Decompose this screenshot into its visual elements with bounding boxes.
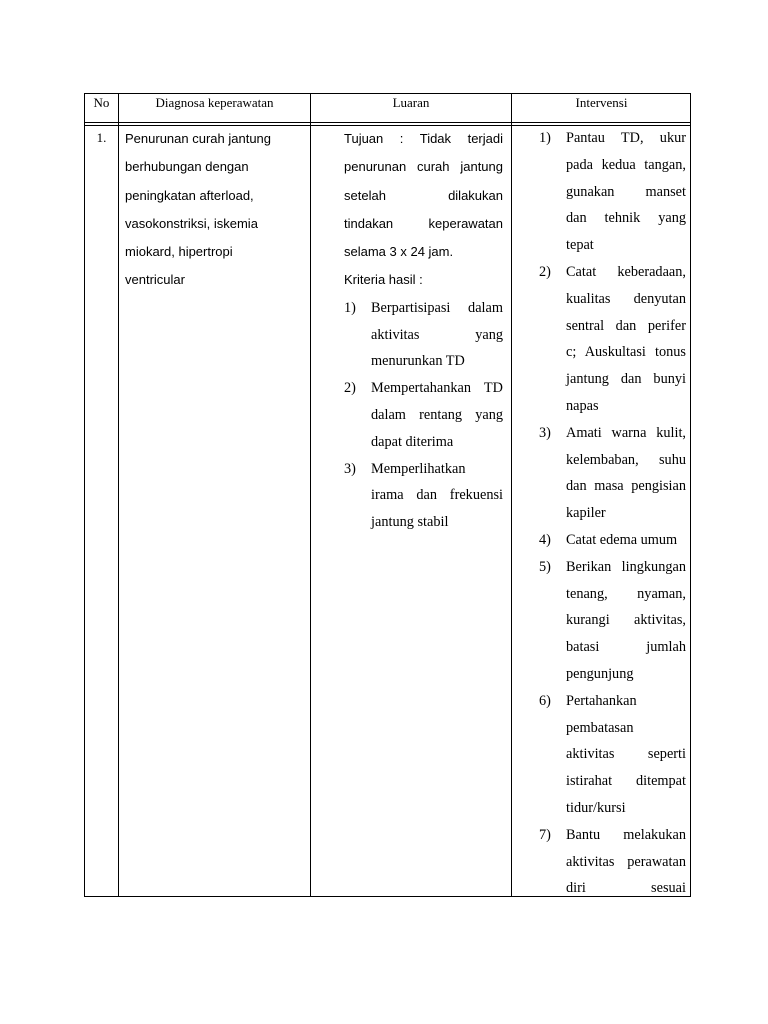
intervensi-line: Amati warna kulit, [566, 424, 686, 441]
kriteria-line: irama dan frekuensi [371, 487, 503, 504]
intervensi-item [539, 688, 686, 822]
intervensi-number: 5) [539, 558, 551, 575]
intervensi-line: kelembaban, suhu [566, 451, 686, 468]
intervensi-item [539, 527, 686, 554]
tujuan-line: Tujuan : Tidak terjadi [344, 131, 503, 146]
intervensi-line: Catat keberadaan, [566, 263, 686, 280]
intervensi-line: kurangi aktivitas, [566, 612, 686, 629]
intervensi-number: 4) [539, 531, 551, 548]
intervensi-line: jantung dan bunyi [566, 371, 686, 388]
intervensi-number: 2) [539, 263, 551, 280]
intervensi-line: Pertahankan [566, 692, 637, 709]
diagnosa-line: Penurunan curah jantung [125, 131, 272, 146]
kriteria-line: menurunkan TD [371, 353, 465, 370]
intervensi-line: pembatasan [566, 719, 634, 736]
kriteria-label: Kriteria hasil : [344, 272, 423, 288]
intervensi-line: kapiler [566, 505, 606, 522]
col-divider [118, 94, 119, 896]
intervensi-line: Pantau TD, ukur [566, 130, 686, 146]
intervensi-number: 7) [539, 826, 551, 843]
diagnosa-line: berhubungan dengan [125, 159, 249, 175]
care-plan-table [84, 93, 691, 897]
diagnosa-line: ventricular [125, 272, 185, 288]
header-no: No [93, 95, 110, 110]
intervensi-line: sentral dan perifer [566, 317, 686, 334]
intervensi-line: napas [566, 397, 599, 414]
kriteria-list [344, 295, 503, 536]
tujuan-line: selama 3 x 24 jam. [344, 244, 454, 260]
intervensi-line: Bantu melakukan [566, 826, 686, 843]
kriteria-line: jantung stabil [371, 514, 449, 531]
intervensi-line: dan masa pengisian [566, 478, 686, 495]
intervensi-line: kualitas denyutan [566, 290, 686, 307]
intervensi-item [539, 554, 686, 688]
kriteria-line: Berpartisipasi dalam [371, 299, 503, 316]
intervensi-line: tidur/kursi [566, 799, 626, 816]
intervensi-list [539, 125, 686, 902]
col-divider [511, 94, 512, 896]
kriteria-item [344, 456, 503, 536]
intervensi-line: Berikan lingkungan [566, 558, 686, 575]
intervensi-line: tenang, nyaman, [566, 585, 686, 602]
diagnosa-line: vasokonstriksi, iskemia [125, 215, 258, 231]
intervensi-line: c; Auskultasi tonus [566, 344, 686, 361]
luaran-cell [344, 125, 503, 536]
diagnosa-line: miokard, hipertropi [125, 244, 233, 260]
intervensi-item [539, 259, 686, 420]
diagnosa-cell [125, 125, 305, 295]
kriteria-line: Mempertahankan TD [371, 380, 503, 397]
header-diagnosa: Diagnosa keperawatan [155, 95, 274, 110]
intervensi-line: pada kedua tangan, [566, 156, 686, 173]
header-luaran: Luaran [392, 95, 430, 110]
kriteria-line: dalam rentang yang [371, 406, 503, 423]
intervensi-line: diri sesuai [566, 880, 686, 897]
kriteria-line: Memperlihatkan [371, 460, 466, 477]
tujuan-line: setelah dilakukan [344, 187, 503, 203]
col-divider [310, 94, 311, 896]
kriteria-line: aktivitas yang [371, 326, 503, 343]
intervensi-line: gunakan manset [566, 183, 686, 200]
intervensi-line: dan tehnik yang [566, 210, 686, 227]
row-number: 1. [96, 130, 107, 145]
kriteria-item [344, 375, 503, 455]
kriteria-item [344, 295, 503, 375]
intervensi-line: tepat [566, 237, 594, 254]
intervensi-line: aktivitas seperti [566, 746, 686, 763]
intervensi-number: 1) [539, 130, 551, 146]
kriteria-line: dapat diterima [371, 433, 454, 450]
intervensi-line: Catat edema umum [566, 531, 678, 548]
diagnosa-line: peningkatan afterload, [125, 187, 254, 203]
intervensi-line: istirahat ditempat [566, 773, 686, 790]
intervensi-line: batasi jumlah [566, 639, 686, 656]
intervensi-line: aktivitas perawatan [566, 853, 686, 870]
intervensi-number: 6) [539, 692, 551, 709]
intervensi-item [539, 420, 686, 527]
tujuan-line: penurunan curah jantung [344, 159, 503, 175]
kriteria-number: 2) [344, 380, 356, 397]
intervensi-line: pengunjung [566, 665, 634, 682]
tujuan-line: tindakan keperawatan [344, 215, 503, 231]
header-intervensi: Intervensi [575, 95, 628, 110]
intervensi-item [539, 125, 686, 259]
kriteria-number: 3) [344, 460, 356, 477]
intervensi-item [539, 822, 686, 902]
intervensi-number: 3) [539, 424, 551, 441]
kriteria-number: 1) [344, 299, 356, 316]
